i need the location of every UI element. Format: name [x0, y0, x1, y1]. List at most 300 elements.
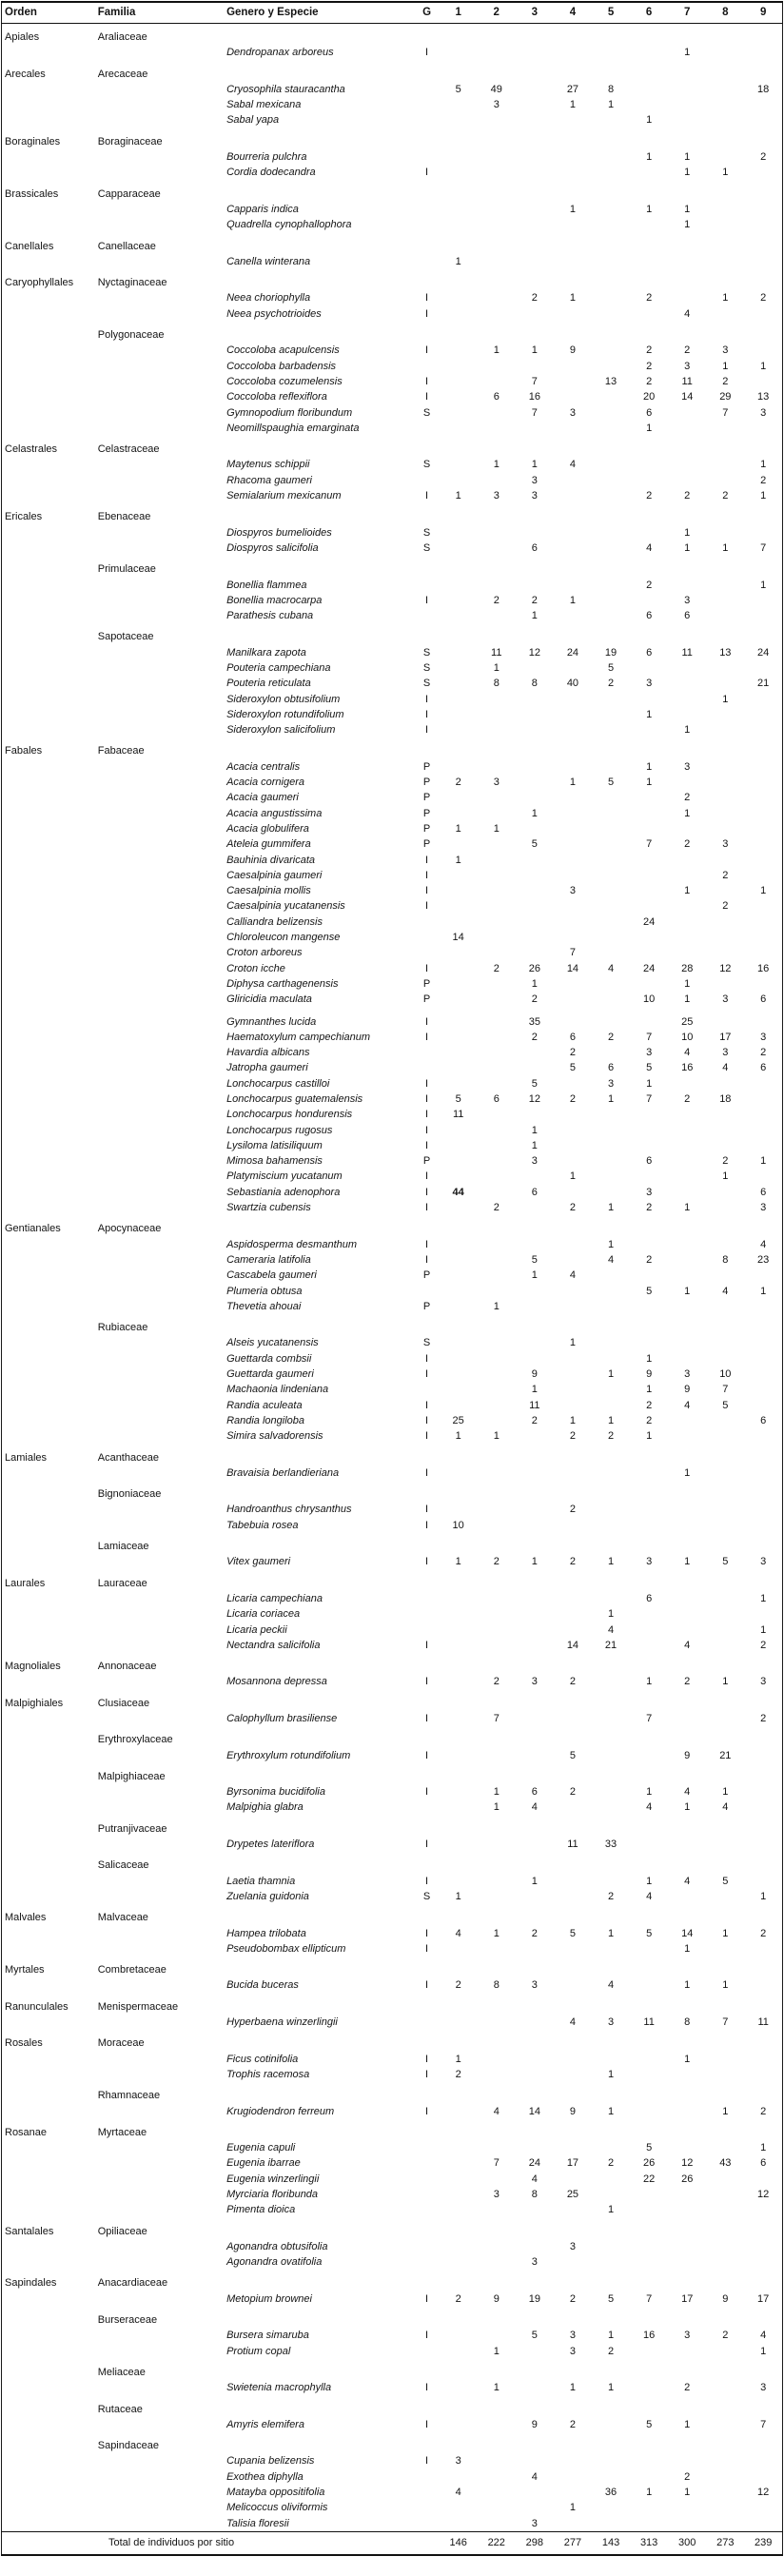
abundance-value [440, 165, 478, 180]
empty-cell [95, 2469, 224, 2485]
abundance-value: 7 [531, 406, 538, 419]
empty-cell [516, 503, 554, 524]
abundance-value [516, 759, 554, 775]
abundance-value [516, 1889, 554, 1904]
abundance-value: 7 [646, 1093, 653, 1105]
empty-cell [440, 1215, 478, 1236]
abundance-value [630, 525, 668, 541]
growth-form-value: I [425, 1875, 429, 1887]
abundance-value [554, 1465, 592, 1481]
empty-cell [554, 2119, 592, 2140]
abundance-value [668, 2104, 706, 2119]
empty-cell [744, 1690, 782, 1711]
empty-cell [668, 503, 706, 524]
abundance-value: 2 [646, 360, 653, 372]
abundance-value: 1 [493, 661, 500, 674]
abundance-value: 11 [491, 646, 502, 659]
abundance-value [668, 1606, 706, 1622]
abundance-value [554, 914, 592, 930]
empty-cell [95, 2328, 224, 2343]
growth-form-value: I [425, 1109, 429, 1121]
abundance-value: 5 [455, 1093, 461, 1105]
empty-cell [744, 503, 782, 524]
abundance-value [478, 1008, 516, 1030]
species-row [2, 836, 783, 852]
abundance-value: 1 [607, 1202, 615, 1214]
empty-cell [95, 2067, 224, 2082]
species-row [2, 2516, 783, 2532]
empty-cell [95, 405, 224, 421]
orden-label [2, 1481, 95, 1502]
empty-cell [440, 1904, 478, 1925]
empty-cell [706, 233, 744, 254]
species-row [2, 1045, 783, 1060]
species-row [2, 1874, 783, 1889]
taxon-group-row [2, 737, 783, 758]
abundance-value: 8 [722, 1253, 729, 1266]
growth-form-value: P [422, 993, 431, 1006]
empty-cell [706, 1904, 744, 1925]
abundance-value: 9 [684, 1384, 691, 1396]
empty-cell [516, 322, 554, 343]
growth-form-value: S [422, 459, 431, 471]
abundance-value: 2 [646, 375, 653, 387]
abundance-value [668, 1335, 706, 1350]
species-name: Hampea trilobata [226, 1927, 306, 1939]
species-row [2, 2380, 783, 2395]
abundance-value [706, 883, 744, 898]
species-row [2, 883, 783, 898]
abundance-value [706, 1299, 744, 1314]
abundance-value: 4 [531, 1801, 538, 1814]
empty-cell [415, 2359, 440, 2380]
abundance-value [706, 775, 744, 790]
empty-cell [668, 2270, 706, 2291]
abundance-value [478, 868, 516, 883]
empty-cell [668, 61, 706, 82]
species-name: Diphysa carthagenensis [226, 977, 339, 990]
abundance-value: 1 [684, 1801, 691, 1814]
empty-cell [95, 2417, 224, 2432]
empty-cell [224, 1726, 414, 1747]
abundance-value [744, 374, 782, 389]
empty-cell [478, 623, 516, 644]
abundance-value [744, 2052, 782, 2067]
empty-cell [478, 269, 516, 290]
species-row [2, 1060, 783, 1075]
empty-cell [95, 593, 224, 608]
abundance-value [592, 722, 630, 737]
abundance-value [554, 1874, 592, 1889]
abundance-value: 6 [531, 541, 538, 554]
empty-cell [554, 2359, 592, 2380]
species-name: Protium copal [226, 2345, 291, 2357]
abundance-value [592, 853, 630, 868]
abundance-value: 2 [760, 151, 767, 164]
abundance-value: 2 [722, 490, 729, 502]
abundance-value: 1 [607, 2382, 615, 2394]
empty-cell [95, 608, 224, 623]
abundance-value [478, 1837, 516, 1852]
abundance-value [592, 1351, 630, 1367]
abundance-value: 23 [757, 1253, 770, 1266]
empty-cell [224, 1314, 414, 1335]
empty-cell [592, 1690, 630, 1711]
familia-label: Rhamnaceae [97, 2090, 161, 2102]
empty-cell [95, 488, 224, 503]
abundance-value [668, 1169, 706, 1184]
abundance-value [630, 976, 668, 992]
abundance-value [668, 112, 706, 128]
total-value: 146 [440, 2531, 478, 2555]
abundance-value [630, 2202, 668, 2217]
empty-cell [95, 961, 224, 976]
abundance-value [516, 578, 554, 593]
empty-cell [2, 790, 95, 805]
empty-cell [668, 269, 706, 290]
species-row [2, 676, 783, 691]
abundance-value [554, 2485, 592, 2500]
abundance-value [478, 1748, 516, 1763]
orden-label: Sapindales [5, 2277, 57, 2290]
species-row [2, 488, 783, 503]
empty-cell [2, 1622, 95, 1638]
species-name: Calliandra belizensis [226, 915, 323, 928]
abundance-value [744, 1335, 782, 1350]
empty-cell [744, 2218, 782, 2239]
species-name: Havardia albicans [226, 1047, 310, 1059]
abundance-value: 3 [531, 1155, 538, 1168]
abundance-value [744, 1351, 782, 1367]
abundance-value: 4 [493, 2105, 500, 2117]
species-row [2, 473, 783, 488]
abundance-value [630, 1977, 668, 1993]
abundance-value [440, 806, 478, 821]
species-row [2, 2469, 783, 2485]
abundance-value: 11 [681, 646, 693, 659]
abundance-value: 1 [684, 1942, 691, 1955]
taxon-group-row [2, 322, 783, 343]
abundance-value [706, 945, 744, 960]
empty-cell [668, 24, 706, 46]
abundance-value: 7 [722, 406, 729, 419]
empty-cell [744, 269, 782, 290]
empty-cell [516, 1904, 554, 1925]
taxon-group-row [2, 1570, 783, 1591]
abundance-value: 1 [684, 526, 691, 539]
empty-cell [2, 883, 95, 898]
column-header-familia: Familia [95, 2, 224, 24]
abundance-value: 3 [607, 2016, 615, 2029]
abundance-value: 3 [646, 1556, 653, 1568]
abundance-value: 43 [719, 2157, 732, 2170]
abundance-value [478, 722, 516, 737]
empty-cell [706, 1852, 744, 1873]
abundance-value [592, 1799, 630, 1815]
abundance-value: 10 [719, 1368, 732, 1381]
growth-form-value: I [425, 1979, 429, 1992]
abundance-value: 1 [684, 1202, 691, 1214]
abundance-value [706, 1837, 744, 1852]
abundance-value [744, 1367, 782, 1382]
abundance-value [554, 1299, 592, 1314]
abundance-value [630, 806, 668, 821]
empty-cell [630, 623, 668, 644]
growth-form-value: P [422, 977, 431, 990]
empty-cell [2, 2500, 95, 2515]
abundance-value: 7 [760, 2418, 767, 2430]
growth-form-value: S [422, 678, 431, 690]
empty-cell [516, 2396, 554, 2417]
abundance-value [554, 1008, 592, 1030]
species-row [2, 759, 783, 775]
abundance-value [592, 217, 630, 232]
abundance-value [478, 898, 516, 914]
growth-form-value [415, 2254, 440, 2270]
abundance-value [668, 421, 706, 436]
empty-cell [2, 1008, 95, 1030]
abundance-value [706, 202, 744, 217]
abundance-value [706, 1428, 744, 1444]
abundance-value [592, 914, 630, 930]
empty-cell [630, 503, 668, 524]
empty-cell [224, 1533, 414, 1554]
abundance-value [440, 722, 478, 737]
empty-cell [95, 836, 224, 852]
abundance-value [630, 2254, 668, 2270]
abundance-value: 2 [684, 838, 691, 851]
abundance-value [630, 165, 668, 180]
abundance-value: 1 [607, 1414, 615, 1426]
species-name: Lonchocarpus rugosus [226, 1124, 333, 1136]
abundance-value: 17 [719, 1031, 732, 1043]
abundance-value: 2 [493, 962, 500, 974]
abundance-value [668, 405, 706, 421]
growth-form-value: I [425, 1170, 429, 1183]
abundance-value [516, 1518, 554, 1533]
abundance-value [554, 976, 592, 992]
abundance-value: 2 [684, 344, 691, 357]
abundance-value [440, 883, 478, 898]
species-row [2, 1335, 783, 1350]
empty-cell [516, 623, 554, 644]
abundance-value: 6 [646, 1592, 653, 1604]
abundance-value [592, 898, 630, 914]
abundance-value [554, 1889, 592, 1904]
abundance-value: 1 [455, 1890, 461, 1902]
abundance-value [706, 1185, 744, 1200]
empty-cell [2, 992, 95, 1007]
abundance-value: 6 [760, 993, 767, 1006]
empty-cell [2, 290, 95, 305]
abundance-value: 5 [646, 1927, 653, 1939]
abundance-value [478, 165, 516, 180]
orden-label [2, 623, 95, 644]
abundance-value [554, 45, 592, 60]
abundance-value: 1 [760, 579, 767, 591]
abundance-value [516, 97, 554, 112]
empty-cell [95, 45, 224, 60]
empty-cell [2, 1107, 95, 1122]
abundance-value [478, 1107, 516, 1122]
empty-cell [516, 233, 554, 254]
abundance-value [440, 1799, 478, 1815]
empty-cell [630, 1314, 668, 1335]
abundance-value [554, 1367, 592, 1382]
abundance-value [516, 707, 554, 722]
empty-cell [440, 61, 478, 82]
abundance-value: 4 [607, 1623, 615, 1636]
growth-form-value: I [425, 1352, 429, 1365]
empty-cell [516, 1957, 554, 1977]
abundance-value: 3 [760, 406, 767, 419]
abundance-value [440, 1837, 478, 1852]
abundance-value [592, 1153, 630, 1169]
abundance-value: 1 [760, 1592, 767, 1604]
empty-cell [630, 1726, 668, 1747]
abundance-value [592, 1169, 630, 1184]
species-name: Canella winterana [226, 255, 311, 267]
abundance-value [440, 1748, 478, 1763]
table-header [2, 2, 783, 24]
species-name: Pouteria reticulata [226, 678, 311, 690]
abundance-value [516, 1045, 554, 1060]
empty-cell [2, 1138, 95, 1153]
abundance-value [706, 1123, 744, 1138]
empty-cell [630, 269, 668, 290]
abundance-value [668, 2344, 706, 2359]
abundance-value [554, 2469, 592, 2485]
abundance-value: 3 [569, 2330, 576, 2342]
abundance-value [668, 868, 706, 883]
abundance-value [668, 1138, 706, 1153]
abundance-value [668, 1351, 706, 1367]
growth-form-value: P [422, 792, 431, 804]
abundance-value [668, 2067, 706, 2082]
empty-cell [630, 61, 668, 82]
taxon-group-row [2, 128, 783, 149]
empty-cell [630, 128, 668, 149]
empty-cell [224, 1852, 414, 1873]
empty-cell [592, 2119, 630, 2140]
taxon-group-row [2, 269, 783, 290]
abundance-value [478, 578, 516, 593]
abundance-value [516, 692, 554, 707]
empty-cell [592, 1726, 630, 1747]
abundance-value [440, 578, 478, 593]
abundance-value [478, 1284, 516, 1299]
abundance-value [668, 1107, 706, 1122]
empty-cell [95, 2453, 224, 2468]
abundance-value [478, 914, 516, 930]
familia-label: Salicaceae [97, 1859, 149, 1872]
abundance-value: 1 [684, 2418, 691, 2430]
empty-cell [516, 2432, 554, 2453]
empty-cell [224, 322, 414, 343]
empty-cell [415, 623, 440, 644]
abundance-value [440, 2015, 478, 2030]
empty-cell [415, 556, 440, 577]
abundance-value [478, 1169, 516, 1184]
abundance-value [744, 1107, 782, 1122]
empty-cell [415, 181, 440, 202]
empty-cell [554, 2082, 592, 2103]
abundance-value [554, 1107, 592, 1122]
abundance-value [744, 306, 782, 322]
abundance-value: 10 [681, 1031, 694, 1043]
abundance-value [592, 1138, 630, 1153]
empty-cell [415, 2218, 440, 2239]
abundance-value [706, 676, 744, 691]
empty-cell [2, 2104, 95, 2119]
abundance-value [478, 2254, 516, 2270]
abundance-value: 1 [493, 1801, 500, 1814]
table-footer [2, 2531, 783, 2555]
empty-cell [95, 992, 224, 1007]
abundance-value: 10 [643, 993, 656, 1006]
growth-form-value: I [425, 1786, 429, 1799]
taxon-group-row [2, 2432, 783, 2453]
empty-cell [95, 1413, 224, 1428]
empty-cell [440, 503, 478, 524]
growth-form-value [415, 149, 440, 165]
species-row [2, 976, 783, 992]
abundance-value: 1 [722, 360, 729, 372]
empty-cell [2, 165, 95, 180]
abundance-value [668, 2202, 706, 2217]
abundance-value [478, 1889, 516, 1904]
abundance-value: 25 [681, 1015, 694, 1028]
abundance-value [440, 97, 478, 112]
empty-cell [706, 737, 744, 758]
abundance-value [706, 1606, 744, 1622]
orden-label: Malvales [5, 1912, 47, 1924]
orden-label: Malpighiales [5, 1697, 64, 1709]
species-name: Agonandra ovatifolia [226, 2256, 323, 2269]
empty-cell [744, 1570, 782, 1591]
abundance-value: 11 [529, 1399, 540, 1411]
abundance-value [478, 1045, 516, 1060]
abundance-value [592, 1045, 630, 1060]
empty-cell [516, 1690, 554, 1711]
species-name: Diospyros bumelioides [226, 526, 332, 539]
empty-cell [95, 898, 224, 914]
abundance-value [554, 992, 592, 1007]
abundance-value [744, 608, 782, 623]
abundance-value [744, 1784, 782, 1799]
growth-form-value: I [425, 1139, 429, 1151]
empty-cell [516, 128, 554, 149]
abundance-value [630, 1268, 668, 1283]
empty-cell [706, 1653, 744, 1674]
abundance-value [478, 2140, 516, 2155]
species-name: Gymnopodium floribundum [226, 406, 353, 419]
abundance-value [630, 853, 668, 868]
abundance-value [440, 217, 478, 232]
abundance-value [744, 1748, 782, 1763]
empty-cell [744, 1445, 782, 1465]
species-row [2, 541, 783, 556]
abundance-value: 1 [760, 490, 767, 502]
abundance-value [440, 1030, 478, 1045]
abundance-value [516, 82, 554, 97]
abundance-value [592, 1711, 630, 1726]
empty-cell [440, 1852, 478, 1873]
species-name: Alseis yucatanensis [226, 1337, 319, 1349]
empty-cell [706, 128, 744, 149]
abundance-value: 2 [607, 2345, 615, 2357]
abundance-value: 4 [684, 307, 691, 320]
